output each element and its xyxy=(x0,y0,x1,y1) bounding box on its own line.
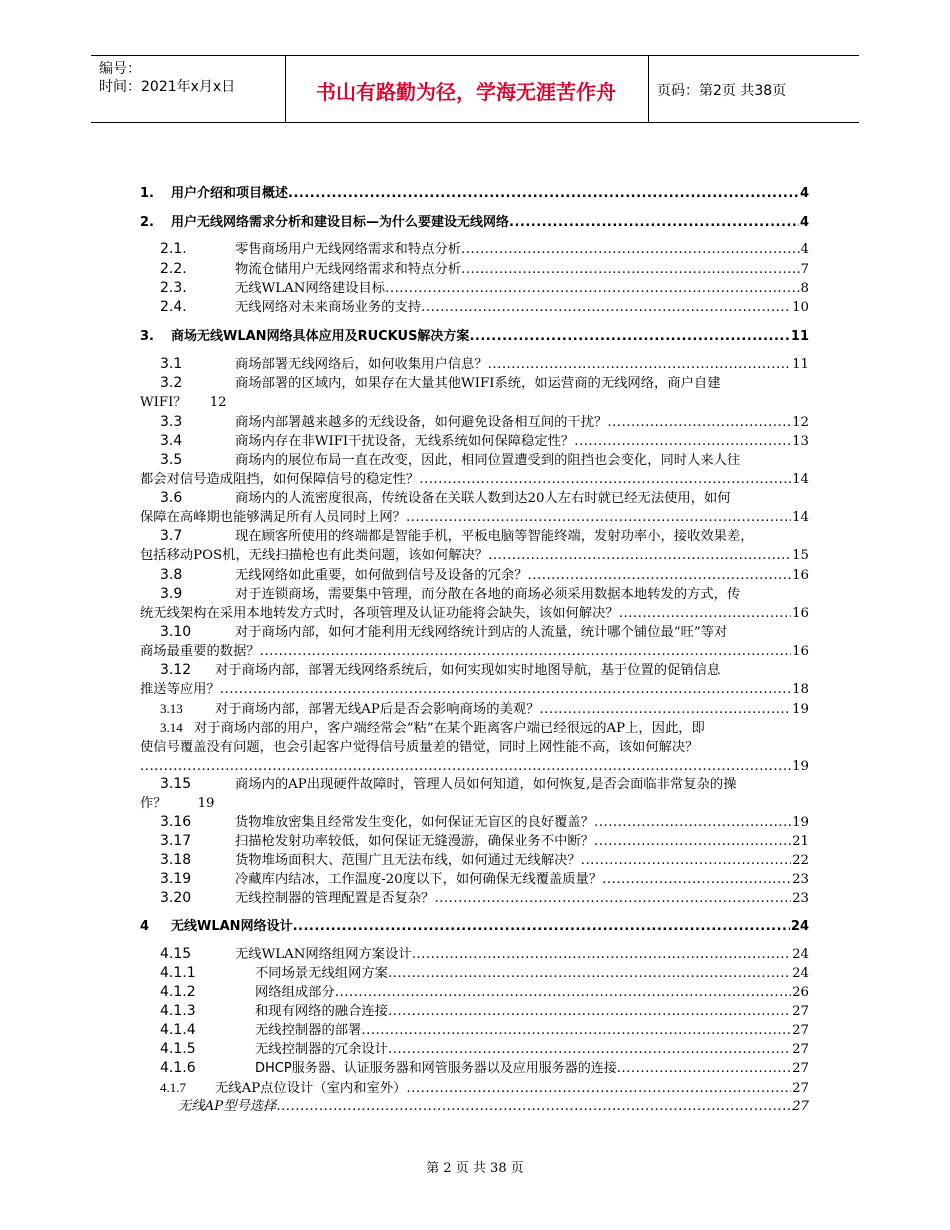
toc-title: 无线AP型号选择 xyxy=(178,1099,277,1114)
toc-page: 27 xyxy=(792,1004,809,1019)
toc-leader xyxy=(388,1040,791,1059)
toc-title-continued: 都会对信号造成阻挡，如何保障信号的稳定性？ xyxy=(140,472,420,487)
toc-title: 货物堆场面积大、范围广且无法布线，如何通过无线解决？ xyxy=(235,853,581,868)
toc-leader xyxy=(421,298,791,317)
toc-number: 4.1.6 xyxy=(160,1060,196,1076)
toc-title: 无线WLAN网络组网方案设计 xyxy=(235,947,412,962)
toc-number: 3.5 xyxy=(160,452,183,468)
toc-entry[interactable] xyxy=(140,585,809,623)
header-page-info: 页码：第2页 共38页 xyxy=(657,83,787,99)
toc-page: 27 xyxy=(792,1061,809,1076)
toc-entry[interactable] xyxy=(140,623,809,661)
toc-leader xyxy=(288,184,799,203)
toc-page: 24 xyxy=(792,947,809,962)
toc-leader xyxy=(388,1002,791,1021)
toc-number: 2. xyxy=(140,215,154,230)
toc-entry[interactable] xyxy=(140,432,809,451)
toc-page: 27 xyxy=(792,1023,809,1038)
toc-title: 商场部署无线网络后，如何收集用户信息？ xyxy=(235,357,488,372)
toc-page: 15 xyxy=(792,548,809,563)
page-header xyxy=(91,55,859,123)
toc-page: 4 xyxy=(799,215,809,230)
toc-leader xyxy=(335,983,791,1002)
toc-entry[interactable] xyxy=(140,279,809,298)
toc-entry[interactable] xyxy=(140,964,809,983)
toc-number: 3.9 xyxy=(160,586,183,602)
toc-title: 无线WLAN网络建设目标 xyxy=(235,281,386,296)
toc-entry[interactable] xyxy=(140,870,809,889)
toc-title-continued: 统无线架构在采用本地转发方式时，各项管理及认证功能将会缺失，该如何解决？ xyxy=(140,606,619,621)
toc-page: 14 xyxy=(792,472,809,487)
toc-leader xyxy=(412,945,791,964)
toc-leader xyxy=(434,889,791,908)
toc-title: 物流仓储用户无线网络需求和特点分析 xyxy=(235,262,462,277)
toc-title: 商场内的AP出现硬件故障时，管理人员如何知道，如何恢复,是否会面临非常复杂的操 xyxy=(235,777,737,792)
toc-entry[interactable] xyxy=(140,983,809,1002)
toc-title: 无线网络如此重要，如何做到信号及设备的冗余？ xyxy=(235,568,528,583)
toc-title: 无线WLAN网络设计 xyxy=(171,919,293,934)
toc-number: 4 xyxy=(140,919,150,934)
toc-entry[interactable] xyxy=(140,718,809,776)
document-date: 时间：2021年x月x日 xyxy=(99,79,236,95)
toc-entry[interactable] xyxy=(140,566,809,585)
toc-title: 对于商场内部，如何才能利用无线网络统计到店的人流量，统计哪个铺位最“旺”等对 xyxy=(235,625,728,640)
toc-title: 商场无线WLAN网络具体应用及RUCKUS解决方案 xyxy=(171,329,470,344)
toc-page: 27 xyxy=(792,1081,809,1096)
toc-leader xyxy=(469,327,789,346)
toc-leader xyxy=(619,604,791,623)
toc-number: 3.12 xyxy=(160,662,192,678)
toc-leader xyxy=(276,1097,791,1116)
toc-number: 3.14 xyxy=(160,720,183,735)
toc-page: 14 xyxy=(792,510,809,525)
toc-entry[interactable] xyxy=(140,945,809,964)
toc-number: 3.1 xyxy=(160,356,183,372)
toc-entry[interactable] xyxy=(140,1097,809,1116)
toc-page: 19 xyxy=(792,702,809,717)
toc-title-continued: 商场最重要的数据？ xyxy=(140,644,260,659)
toc-leader xyxy=(388,964,791,983)
toc-title: 商场内部署越来越多的无线设备，如何避免设备相互间的干扰？ xyxy=(235,415,608,430)
toc-number: 2.1. xyxy=(160,241,187,257)
toc-page: 4 xyxy=(799,186,809,201)
toc-number: 2.4. xyxy=(160,299,187,315)
toc-entry[interactable] xyxy=(140,1002,809,1021)
toc-number: 3.10 xyxy=(160,624,192,640)
toc-title: 无线控制器的管理配置是否复杂？ xyxy=(235,891,435,906)
toc-page: 19 xyxy=(197,796,215,811)
toc-entry[interactable] xyxy=(140,213,809,232)
toc-title: 商场内存在非WIFI干扰设备，无线系统如何保障稳定性？ xyxy=(235,434,575,449)
toc-title: 和现有网络的融合连接 xyxy=(255,1004,388,1019)
toc-page: 16 xyxy=(792,568,809,583)
toc-page: 11 xyxy=(790,329,809,344)
toc-title: 零售商场用户无线网络需求和特点分析 xyxy=(235,242,462,257)
toc-title: 现在顾客所使用的终端都是智能手机，平板电脑等智能终端，发射功率小，接收效果差， xyxy=(235,529,754,544)
toc-title: 冷藏库内结冰，工作温度-20度以下，如何确保无线覆盖质量？ xyxy=(235,872,603,887)
toc-title: 商场内的人流密度很高，传统设备在关联人数到达20人左右时就已经无法使用，如何 xyxy=(235,491,731,506)
toc-page: 27 xyxy=(792,1099,809,1114)
toc-leader xyxy=(607,413,791,432)
toc-title: 不同场景无线组网方案 xyxy=(255,966,388,981)
toc-entry[interactable] xyxy=(140,1040,809,1059)
toc-entry[interactable] xyxy=(140,355,809,374)
header-meta xyxy=(99,60,235,96)
toc-number: 4.1.2 xyxy=(160,984,196,1000)
toc-entry[interactable] xyxy=(140,327,809,346)
toc-entry[interactable] xyxy=(140,699,809,719)
header-divider xyxy=(285,56,286,122)
toc-title-continued: 推送等应用？ xyxy=(140,682,220,697)
toc-leader xyxy=(406,1079,791,1098)
toc-entry[interactable] xyxy=(140,1021,809,1040)
toc-entry[interactable] xyxy=(140,413,809,432)
toc-leader xyxy=(361,1021,791,1040)
toc-page: 18 xyxy=(792,682,809,697)
toc-title: DHCP服务器、认证服务器和网管服务器以及应用服务器的连接 xyxy=(255,1061,617,1076)
toc-entry[interactable] xyxy=(140,1059,809,1078)
toc-title: 对于商场内部，部署无线AP后是否会影响商场的美观？ xyxy=(215,702,540,717)
toc-page: 21 xyxy=(792,834,809,849)
toc-leader xyxy=(581,851,791,870)
toc-title: 货物堆放密集且经常发生变化，如何保证无盲区的良好覆盖？ xyxy=(235,815,595,830)
toc-title-continued: 包括移动POS机，无线扫描枪也有此类问题，该如何解决？ xyxy=(140,548,489,563)
toc-number: 4.1.1 xyxy=(160,965,196,981)
toc-title: 用户介绍和项目概述 xyxy=(171,186,289,201)
toc-number: 2.3. xyxy=(160,280,187,296)
toc-page: 22 xyxy=(792,853,809,868)
toc-number: 3.18 xyxy=(160,852,192,868)
toc-title: 商场内的展位布局一直在改变，因此，相同位置遭受到的阻挡也会变化，同时人来人往 xyxy=(235,453,741,468)
toc-page: 8 xyxy=(800,281,809,296)
toc-number: 1. xyxy=(140,186,154,201)
toc-title: 无线AP点位设计（室内和室外） xyxy=(215,1081,407,1096)
toc-entry[interactable] xyxy=(140,851,809,870)
toc-entry[interactable] xyxy=(140,374,809,412)
toc-page: 11 xyxy=(792,357,809,372)
toc-number: 3.19 xyxy=(160,871,192,887)
toc-leader xyxy=(140,757,791,776)
toc-entry[interactable] xyxy=(140,889,809,908)
toc-title-continued: 使信号覆盖没有问题，也会引起客户觉得信号质量差的错觉，同时上网性能不高，该如何解决？ xyxy=(140,740,699,755)
toc-entry[interactable] xyxy=(140,298,809,317)
toc-number: 2.2. xyxy=(160,261,187,277)
toc-leader xyxy=(461,240,799,259)
toc-entry[interactable] xyxy=(140,917,809,936)
toc-title-continued: WIFI？ xyxy=(140,395,187,410)
toc-leader xyxy=(574,432,791,451)
toc-number: 3.16 xyxy=(160,814,192,830)
toc-number: 3.6 xyxy=(160,490,183,506)
toc-title: 用户无线网络需求分析和建设目标—为什么要建设无线网络 xyxy=(171,215,510,230)
toc-page: 16 xyxy=(792,606,809,621)
toc-page: 23 xyxy=(792,872,809,887)
toc-leader xyxy=(594,813,791,832)
toc-number: 4.1.7 xyxy=(160,1080,186,1095)
toc-title: 无线控制器的部署 xyxy=(255,1023,362,1038)
toc-title: 对于商场内部的用户，客户端经常会“粘”在某个距离客户端已经很远的AP上，因此，即 xyxy=(194,721,705,736)
toc-title: 无线网络对未来商场业务的支持 xyxy=(235,300,422,315)
toc-entry[interactable] xyxy=(140,832,809,851)
toc-page: 12 xyxy=(792,415,809,430)
toc-leader xyxy=(617,1059,791,1078)
toc-entry[interactable] xyxy=(140,1078,809,1098)
toc-title-continued: 作？ xyxy=(140,796,167,811)
page-footer: 第 2 页 共 38 页 xyxy=(426,1161,524,1176)
toc-number: 4.1.4 xyxy=(160,1022,196,1038)
toc-entry[interactable] xyxy=(140,260,809,279)
toc-number: 4.1.5 xyxy=(160,1041,196,1057)
toc-leader xyxy=(488,546,791,565)
toc-page: 12 xyxy=(209,395,227,410)
toc-number: 3. xyxy=(140,329,154,344)
toc-page: 13 xyxy=(792,434,809,449)
toc-number: 3.20 xyxy=(160,890,192,906)
toc-leader xyxy=(528,566,792,585)
toc-title: 商场部署的区域内，如果存在大量其他WIFI系统，如运营商的无线网络，商户自建 xyxy=(235,376,721,391)
toc-leader xyxy=(406,508,791,527)
toc-page: 16 xyxy=(792,644,809,659)
toc-page: 19 xyxy=(792,815,809,830)
toc-page: 27 xyxy=(792,1042,809,1057)
toc-title-continued: 保障在高峰期也能够满足所有人员同时上网？ xyxy=(140,510,406,525)
toc-number: 3.17 xyxy=(160,833,192,849)
toc-number: 3.2 xyxy=(160,375,183,391)
toc-leader xyxy=(594,832,791,851)
toc-page: 23 xyxy=(792,891,809,906)
toc-number: 3.4 xyxy=(160,433,183,449)
toc-number: 4.1.3 xyxy=(160,1003,196,1019)
toc-leader xyxy=(220,680,791,699)
toc-entry[interactable] xyxy=(140,489,809,527)
toc-page: 24 xyxy=(792,966,809,981)
toc-entry[interactable] xyxy=(140,775,809,813)
toc-page: 24 xyxy=(790,919,809,934)
toc-number: 3.15 xyxy=(160,776,192,792)
toc-title: 无线控制器的冗余设计 xyxy=(255,1042,388,1057)
document-number-label: 编号： xyxy=(99,61,141,77)
toc-leader xyxy=(260,642,791,661)
toc-leader xyxy=(419,470,791,489)
toc-title: 扫描枪发射功率较低，如何保证无缝漫游，确保业务不中断？ xyxy=(235,834,595,849)
toc-entry[interactable] xyxy=(140,527,809,565)
toc-leader xyxy=(539,700,791,719)
toc-entry[interactable] xyxy=(140,813,809,832)
toc-page: 7 xyxy=(800,262,809,277)
toc-leader xyxy=(509,213,799,232)
header-divider xyxy=(648,56,649,122)
toc-page: 19 xyxy=(792,759,809,774)
toc-leader xyxy=(602,870,791,889)
toc-title: 网络组成部分 xyxy=(255,985,335,1000)
toc-title: 对于连锁商场，需要集中管理，而分散在各地的商场必须采用数据本地转发的方式，传 xyxy=(235,587,741,602)
toc-entry[interactable] xyxy=(140,240,809,259)
toc-page: 26 xyxy=(792,985,809,1000)
toc-leader xyxy=(385,279,799,298)
toc-number: 3.7 xyxy=(160,528,183,544)
toc-leader xyxy=(293,917,790,936)
toc-entry[interactable] xyxy=(140,184,809,203)
toc-number: 3.3 xyxy=(160,414,183,430)
toc-number: 3.13 xyxy=(160,701,183,716)
toc-page: 4 xyxy=(800,242,809,257)
toc-leader xyxy=(461,260,799,279)
toc-number: 4.15 xyxy=(160,946,192,962)
header-motto: 书山有路勤为径，学海无涯苦作舟 xyxy=(316,80,616,104)
toc-page: 10 xyxy=(792,300,809,315)
toc-entry[interactable] xyxy=(140,451,809,489)
toc-number: 3.8 xyxy=(160,567,183,583)
toc-entry[interactable] xyxy=(140,661,809,699)
toc-title: 对于商场内部，部署无线网络系统后，如何实现如实时地图导航，基于位置的促销信息 xyxy=(215,663,721,678)
toc-leader xyxy=(488,355,791,374)
